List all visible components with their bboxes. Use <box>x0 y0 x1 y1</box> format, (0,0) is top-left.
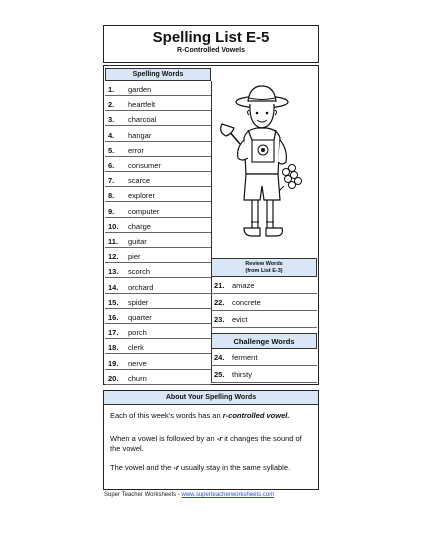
spelling-word-word: quarter <box>128 313 152 322</box>
challenge-word-word: ferment <box>232 353 258 362</box>
spelling-word-word: guitar <box>128 237 147 246</box>
spelling-word-row <box>105 172 211 187</box>
spelling-word-number: 8. <box>108 191 115 201</box>
spelling-word-row <box>105 233 211 248</box>
spelling-word-word: explorer <box>128 191 156 201</box>
title-box <box>103 25 319 63</box>
footer-link[interactable]: www.superteacherworksheets.com <box>181 492 275 498</box>
about-header: About Your Spelling Words <box>104 391 318 405</box>
spelling-word-number: 12. <box>108 252 119 262</box>
spelling-word-word: consumer <box>128 161 161 170</box>
page-subtitle: R-Controlled Vowels <box>177 47 245 54</box>
review-words-source: (from List E-3) <box>245 268 283 274</box>
about-paragraph-3 <box>110 463 314 473</box>
spelling-word-row <box>105 187 211 202</box>
spelling-word-word: scarce <box>128 176 151 186</box>
spelling-word-number: 1. <box>108 85 115 94</box>
challenge-word-number: 25. <box>214 370 225 379</box>
review-word-number: 22. <box>214 298 225 307</box>
about-p2-text: When a vowel is followed by an <box>110 434 217 443</box>
spelling-word-word: spider <box>128 297 149 307</box>
spelling-word-row <box>105 263 211 278</box>
spelling-word-number: 6. <box>108 161 115 170</box>
spelling-word-word: scorch <box>128 267 151 277</box>
footer <box>104 492 274 498</box>
spelling-word-number: 7. <box>108 176 115 186</box>
spelling-word-word: garden <box>128 85 152 94</box>
spelling-word-word: error <box>128 145 144 155</box>
spelling-word-number: 10. <box>108 221 119 231</box>
boy-gardener-illustration <box>214 82 316 256</box>
spelling-word-row <box>105 370 211 385</box>
review-word-row <box>211 277 317 294</box>
spelling-word-word: clerk <box>128 343 144 353</box>
spelling-word-word: computer <box>128 206 160 216</box>
spelling-word-number: 4. <box>108 130 115 140</box>
spelling-word-word: charge <box>128 221 151 231</box>
spelling-word-number: 18. <box>108 343 119 353</box>
spelling-word-row <box>105 218 211 233</box>
spelling-word-row <box>105 111 211 126</box>
review-word-number: 21. <box>214 281 225 290</box>
spelling-word-row <box>105 81 211 96</box>
page-title: Spelling List E-5 <box>152 29 270 46</box>
spelling-word-number: 14. <box>108 282 119 292</box>
about-p1-text: Each of this week's words has an <box>110 411 223 420</box>
spelling-word-number: 11. <box>108 237 119 246</box>
spelling-word-word: churn <box>128 373 147 383</box>
spelling-word-word: heartfelt <box>128 100 156 110</box>
review-word-number: 23. <box>214 315 225 324</box>
spelling-word-word: porch <box>128 328 147 338</box>
spelling-word-row <box>105 355 211 370</box>
review-word-word: concrete <box>232 298 261 307</box>
spelling-words-header: Spelling Words <box>105 68 211 81</box>
review-word-row <box>211 294 317 311</box>
spelling-word-number: 19. <box>108 358 119 368</box>
about-p3-text: The vowel and the <box>110 463 174 472</box>
review-words-header <box>211 258 317 277</box>
spelling-word-number: 16. <box>108 313 119 322</box>
spelling-word-number: 20. <box>108 373 119 383</box>
spelling-word-word: hangar <box>128 130 152 140</box>
about-p3-emphasis: -r <box>173 463 179 472</box>
spelling-word-number: 17. <box>108 328 119 338</box>
review-word-word: evict <box>232 315 248 324</box>
spelling-word-number: 2. <box>108 100 115 110</box>
about-box <box>103 390 319 490</box>
spelling-word-number: 13. <box>108 267 119 277</box>
spelling-word-row <box>105 142 211 157</box>
challenge-word-number: 24. <box>214 353 225 362</box>
spelling-word-row <box>105 339 211 354</box>
spelling-word-row <box>105 309 211 324</box>
spelling-word-number: 3. <box>108 115 115 125</box>
spelling-word-number: 9. <box>108 206 115 216</box>
spelling-word-row <box>105 294 211 309</box>
challenge-word-word: thirsty <box>232 370 253 379</box>
spelling-word-word: orchard <box>128 282 154 292</box>
spelling-word-row <box>105 324 211 339</box>
spelling-word-number: 15. <box>108 297 119 307</box>
about-paragraph-2 <box>110 434 314 454</box>
challenge-words-header: Challenge Words <box>211 333 317 349</box>
spelling-word-word: pier <box>128 252 141 262</box>
spelling-word-number: 5. <box>108 145 115 155</box>
spelling-word-row <box>105 127 211 142</box>
spelling-word-row <box>105 279 211 294</box>
review-words-title: Review Words <box>245 261 283 267</box>
challenge-word-row <box>211 366 317 383</box>
about-p2-text-end: it changes the sound of the vowel. <box>110 434 302 453</box>
spelling-word-row <box>105 96 211 111</box>
spelling-word-row <box>105 203 211 218</box>
spelling-word-row <box>105 157 211 172</box>
about-p2-emphasis: -r <box>216 434 223 443</box>
spelling-word-word: charcoal <box>128 115 157 125</box>
spelling-word-row <box>105 248 211 263</box>
about-paragraph-1 <box>110 411 314 421</box>
review-word-word: amaze <box>232 281 255 290</box>
review-word-row <box>211 311 317 328</box>
about-p3-text-end: usually stay in the same syllable. <box>178 463 291 472</box>
spelling-word-word: nerve <box>128 358 147 368</box>
about-p1-emphasis: r-controlled vowel. <box>222 411 290 420</box>
challenge-word-row <box>211 349 317 366</box>
footer-text: Super Teacher Worksheets - <box>104 492 182 498</box>
